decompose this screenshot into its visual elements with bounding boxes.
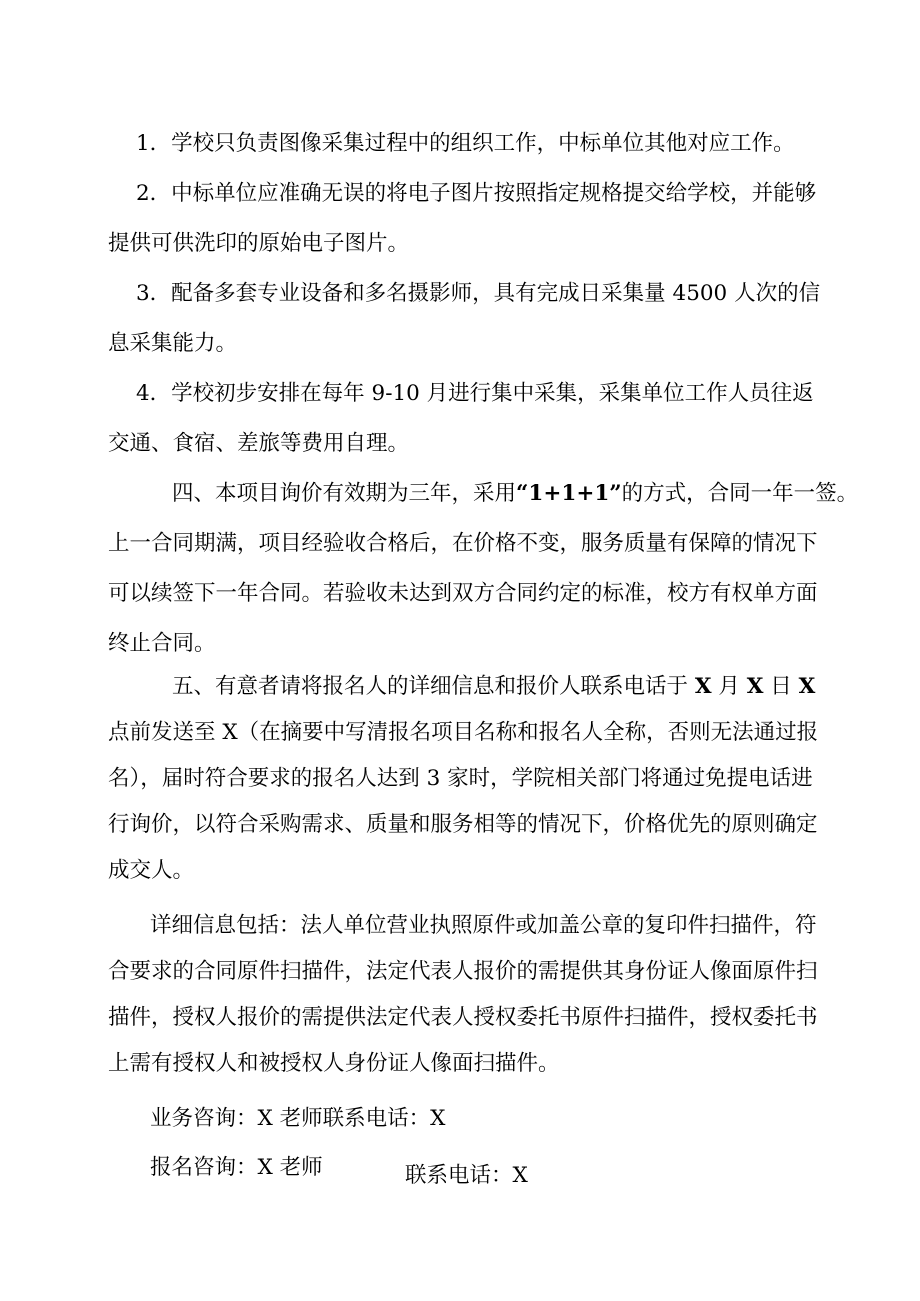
section-5-month-x: X — [694, 674, 712, 699]
section-4-text-c: 的方式，合同一年一签。 — [621, 481, 859, 506]
section-5-text-a: 五、有意者请将报名人的详细信息和报价人联系电话于 — [172, 674, 695, 699]
details-line-1: 详细信息包括：法人单位营业执照原件或加盖公章的复印件扫描件，符 — [150, 913, 817, 938]
item-3-line-1: 3．配备多套专业设备和多名摄影师，具有完成日采集量 4500 人次的信 — [136, 281, 821, 306]
business-contact: 业务咨询：X 老师联系电话：X — [150, 1106, 446, 1131]
section-4-line-3: 可以续签下一年合同。若验收未达到双方合同约定的标准，校方有权单方面 — [108, 581, 818, 606]
item-2-line-2: 提供可供洗印的原始电子图片。 — [108, 231, 410, 256]
signup-contact: 报名咨询：X 老师 — [150, 1155, 323, 1180]
section-5-line-4: 行询价，以符合采购需求、质量和服务相等的情况下，价格优先的原则确定 — [108, 812, 818, 837]
item-2-line-1: 2．中标单位应准确无误的将电子图片按照指定规格提交给学校，并能够 — [136, 181, 817, 206]
section-4-text-a: 四、本项目询价有效期为三年，采用 — [172, 481, 517, 506]
section-5-line-2: 点前发送至 X（在摘要中写清报名项目名称和报名人全称，否则无法通过报 — [108, 720, 819, 745]
section-5-text-day: 日 — [763, 674, 799, 699]
section-4-line-4: 终止合同。 — [108, 631, 216, 656]
section-5-day-x: X — [746, 674, 764, 699]
section-5-text-month: 月 — [711, 674, 747, 699]
section-5-hour-x: X — [798, 674, 816, 699]
section-5-line-1 — [172, 672, 816, 702]
details-line-2: 合要求的合同原件扫描件，法定代表人报价的需提供其身份证人像面原件扫 — [108, 959, 818, 984]
section-4-text-bold: “1+1+1” — [516, 481, 622, 506]
item-3-line-2: 息采集能力。 — [108, 331, 238, 356]
details-line-3: 描件，授权人报价的需提供法定代表人授权委托书原件扫描件，授权委托书 — [108, 1005, 818, 1030]
section-4-line-2: 上一合同期满，项目经验收合格后，在价格不变，服务质量有保障的情况下 — [108, 531, 818, 556]
item-4-line-2: 交通、食宿、差旅等费用自理。 — [108, 431, 410, 456]
details-line-4: 上需有授权人和被授权人身份证人像面扫描件。 — [108, 1051, 560, 1076]
signup-phone: 联系电话：X — [405, 1163, 528, 1188]
item-1-line-1: 1．学校只负责图像采集过程中的组织工作，中标单位其他对应工作。 — [136, 131, 795, 156]
section-4-line-1 — [172, 479, 859, 509]
section-5-line-5: 成交人。 — [108, 858, 195, 883]
section-5-line-3: 名），届时符合要求的报名人达到 3 家时，学院相关部门将通过免提电话进 — [108, 766, 813, 791]
item-4-line-1: 4．学校初步安排在每年 9-10 月进行集中采集，采集单位工作人员往返 — [136, 381, 814, 406]
